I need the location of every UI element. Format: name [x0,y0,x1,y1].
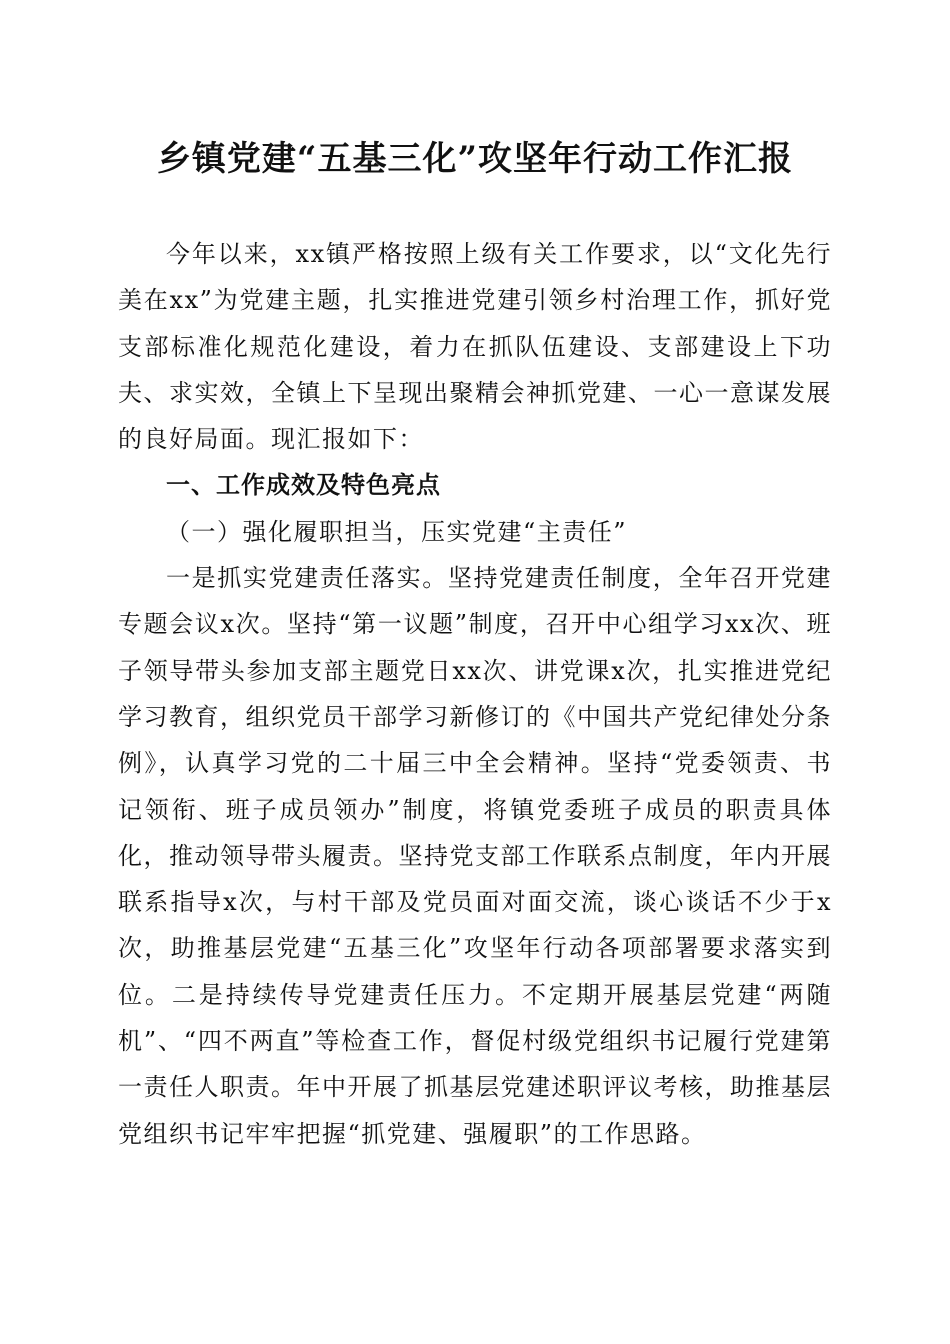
intro-paragraph: 今年以来，xx镇严格按照上级有关工作要求，以“文化先行美在xx”为党建主题，扎实推进党建引领乡村治理工作，抓好党支部标准化规范化建设，着力在抓队伍建设、支部建设上下功夫、求实效，全镇上下呈现出聚精会神抓党建、一心一意谋发展的良好局面。现汇报如下： [118,240,832,454]
document-body [118,231,832,1157]
section-heading: 一、工作成效及特色亮点 [166,471,441,500]
document-title: 乡镇党建“五基三化”攻坚年行动工作汇报 [156,139,794,179]
body-paragraph: 一是抓实党建责任落实。坚持党建责任制度，全年召开党建专题会议x次。坚持“第一议题”制度，召开中心组学习xx次、班子领导带头参加支部主题党日xx次、讲党课x次，扎实推进党纪学习教育，组织党员干部学习新修订的《中国共产党纪律处分条例》，认真学习党的二十届三中全会精神。坚持“党委领责、书记领衔、班子成员领办”制度，将镇党委班子成员的职责具体化，推动领导带头履责。坚持党支部工作联系点制度，年内开展联系指导x次，与村干部及党员面对面交流，谈心谈话不少于x次，助推基层党建“五基三化”攻坚年行动各项部署要求落实到位。二是持续传导党建责任压力。不定期开展基层党建“两随机”、“四不两直”等检查工作，督促村级党组织书记履行党建第一责任人职责。年中开展了抓基层党建述职评议考核，助推基层党组织书记牢牢把握“抓党建、强履职”的工作思路。 [118,564,832,1148]
subsection-heading: （一）强化履职担当，压实党建“主责任” [166,517,628,546]
